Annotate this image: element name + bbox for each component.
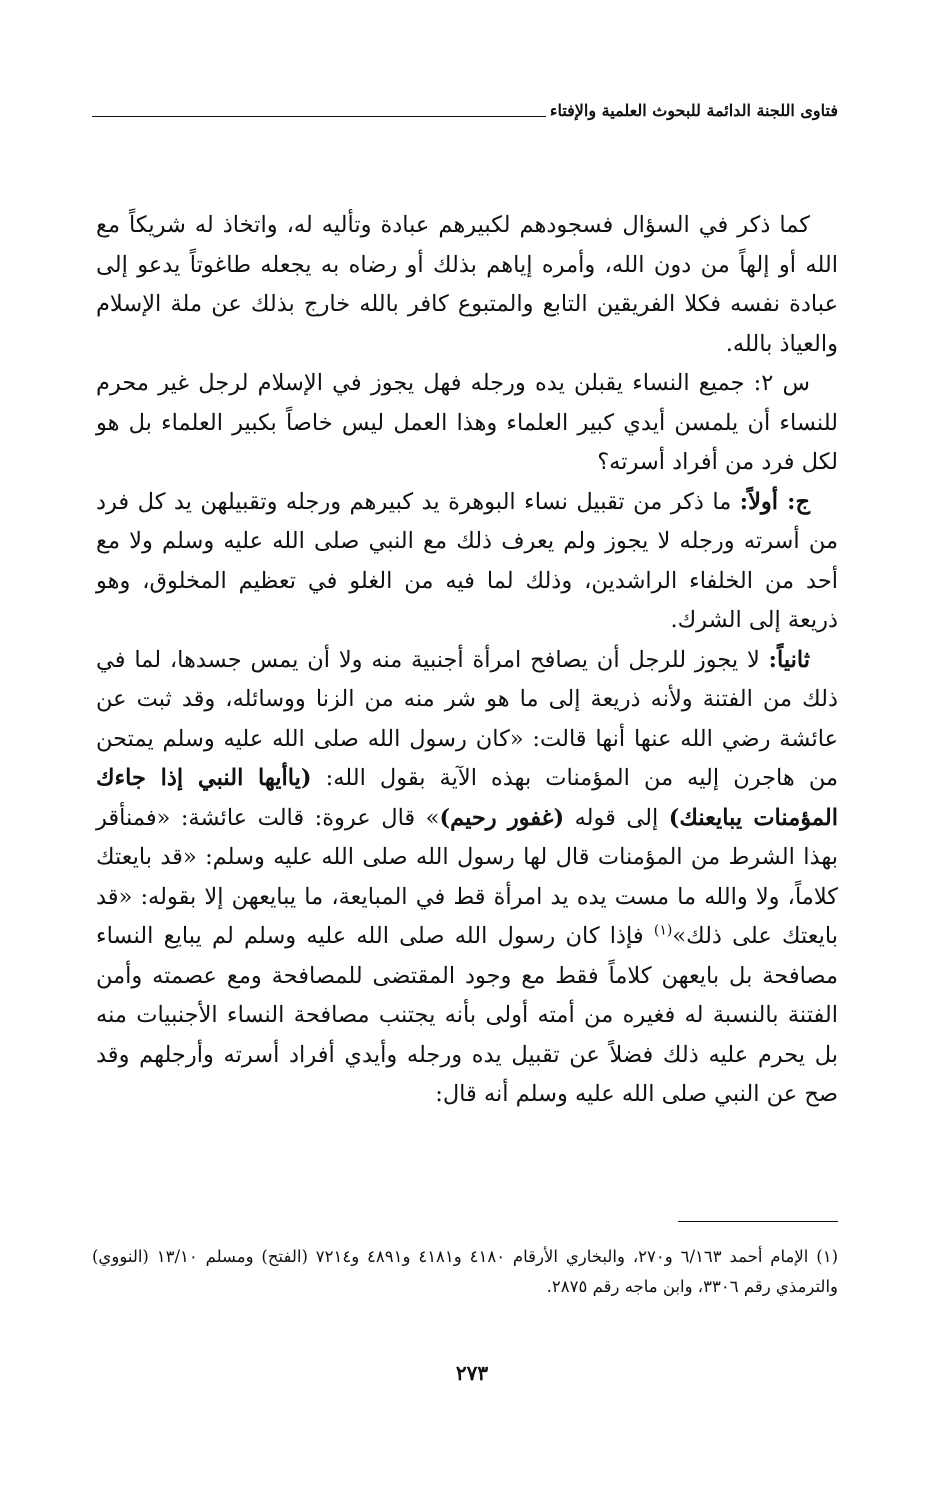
header-rule: [92, 116, 546, 117]
answer-second-text-b: إلى قوله: [564, 804, 669, 831]
answer-first-label: ج: أولاً:: [739, 488, 810, 515]
footnote-separator: [678, 1221, 838, 1222]
paragraph-answer-first: [96, 483, 838, 641]
footnotes: [92, 1242, 838, 1302]
answer-second-text-a: لا يجوز للرجل أن يصافح امرأة أجنبية منه ولا أن يمس جسدها، لما في ذلك من الفتنة ولأنه ذريعة إلى ما هو شر منه من الزنا ووسائله، وقد ثبت عن عائشة رضي الله عنها أنها قالت: «كان رسول الله صلى الله عليه وسلم يمتحن من هاجرن إليه من المؤمنات بهذه الآية بقول الله:: [96, 646, 838, 791]
quran-verse-2: (غفور رحيم): [439, 804, 565, 831]
quran-verse-1: (ياأيها النبي إذا جاءك المؤمنات يبايعنك): [96, 765, 838, 831]
page-number: ٢٧٣: [455, 1361, 489, 1385]
paragraph-question-2: س ٢: جميع النساء يقبلن يده ورجله فهل يجوز في الإسلام لرجل غير محرم للنساء أن يلمسن أيدي كبير العلماء وهذا العمل ليس خاصاً بكبير العلماء بل هو لكل فرد من أفراد أسرته؟: [96, 370, 838, 475]
answer-second-text-c: » قال عروة: قالت عائشة: «فمنأقر بهذا الشرط من المؤمنات قال لها رسول الله صلى الله عليه وسلم: «قد بايعتك كلاماً، ولا والله ما مست يده يد امرأة قط في المبايعة، ما يبايعهن إلا بقوله: «قد بايعتك على ذلك»: [96, 804, 838, 949]
answer-second-text-d: فإذا كان رسول الله صلى الله عليه وسلم لم يبايع النساء مصافحة بل بايعهن كلاماً فقط مع وجود المقتضى للمصافحة ومع عصمته وأمن الفتنة بالنسبة له فغيره من أمته أولى بأنه يجتنب مصافحة النساء الأجنبيات منه بل يحرم عليه ذلك فضلاً عن تقبيل يده ورجله وأيدي أفراد أسرته وأرجلهم وقد صح عن النبي صلى الله عليه وسلم أنه قال:: [96, 923, 838, 1107]
header-title: فتاوى اللجنة الدائمة للبحوث العلمية والإفتاء: [549, 101, 838, 120]
answer-first-text: ما ذكر من تقبيل نساء البوهرة يد كبيرهم ورجله وتقبيلهن يد كل فرد من أسرته ورجله لا يجوز ولم يعرف ذلك مع النبي صلى الله عليه وسلم ولا مع أحد من الخلفاء الراشدين، وذلك لما فيه من الغلو في تعظيم المخلوق، وهو ذريعة إلى الشرك.: [96, 488, 838, 633]
answer-second-label: ثانياً:: [768, 646, 810, 673]
footnote-1: (١) الإمام أحمد ٦/١٦٣ و٢٧٠، والبخاري الأرقام ٤١٨٠ و٤١٨١ و٤٨٩١ و٧٢١٤ (الفتح) ومسلم ١٣/١٠ (النووي) والترمذي رقم ٣٣٠٦، وابن ماجه رقم ٢٨٧٥.: [92, 1247, 838, 1296]
footnote-marker[interactable]: (١): [653, 922, 673, 939]
paragraph-1: كما ذكر في السؤال فسجودهم لكبيرهم عبادة وتأليه له، واتخاذ له شريكاً مع الله أو إلهاً من دون الله، وأمره إياهم بذلك أو رضاه به يجعله طاغوتاً يدعو إلى عبادة نفسه فكلا الفريقين التابع والمتبوع كافر بالله خارج بذلك عن ملة الإسلام والعياذ بالله.: [96, 212, 839, 357]
running-header: [92, 94, 838, 120]
main-text: [96, 206, 838, 1115]
paragraph-answer-second: [96, 641, 838, 1115]
